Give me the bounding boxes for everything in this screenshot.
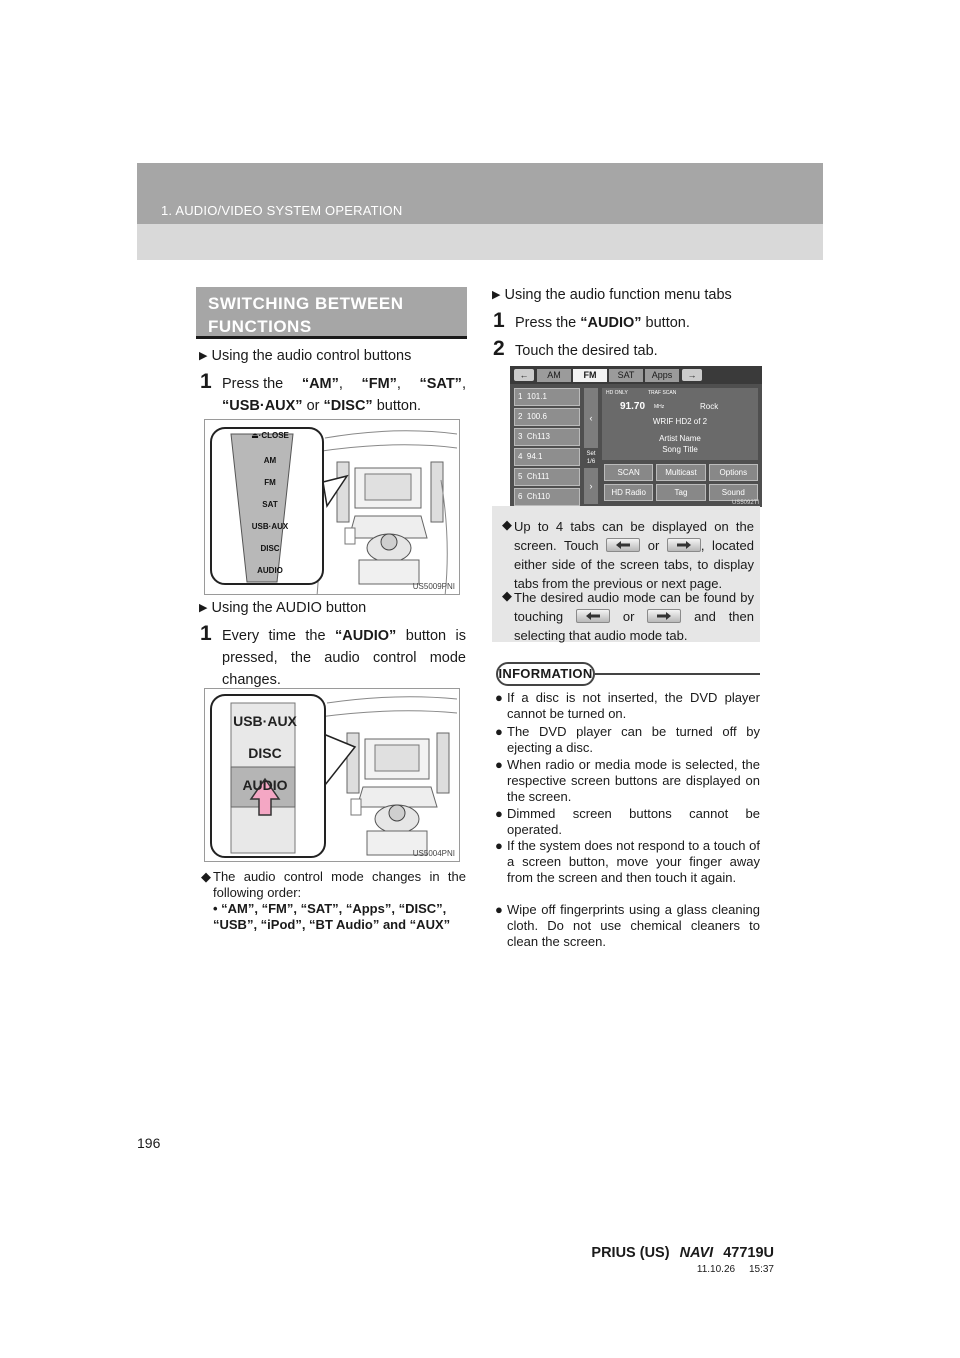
triangle-bullet-icon: ▶ <box>199 350 208 362</box>
note-tabs-display: ◆ Up to 4 tabs can be displayed on the screen. Touch or , located either side of the screen tabs, to display tabs from the previous or next page. <box>502 517 754 591</box>
diamond-bullet-icon: ◆ <box>201 869 211 884</box>
subheading-audio-button: ▶ Using the AUDIO button <box>199 600 367 616</box>
print-date: 11.10.26 15:37 <box>696 1264 774 1275</box>
options-button[interactable]: Options <box>709 464 758 481</box>
tab-notes-box <box>492 506 760 642</box>
step-number: 1 <box>200 622 212 645</box>
prev-tab-button-icon <box>576 609 610 623</box>
info-item: ● Wipe off fingerprints using a glass cleaning cloth. Do not use chemical cleaners to clean the screen. <box>495 902 760 949</box>
step-number: 1 <box>200 370 212 393</box>
circle-bullet-icon: ● <box>495 838 503 853</box>
next-tab-button-icon <box>647 609 681 623</box>
tag-button[interactable]: Tag <box>656 484 705 501</box>
section-title-line2: FUNCTIONS <box>208 317 312 336</box>
dashboard-illustration-2 <box>204 688 460 862</box>
sound-button[interactable]: Sound <box>709 484 758 501</box>
multicast-button[interactable]: Multicast <box>656 464 705 481</box>
information-label: INFORMATION <box>496 662 595 686</box>
am-button-label: AM <box>263 456 277 465</box>
genre-label: Rock <box>700 402 719 411</box>
preset-button[interactable]: 1 101.1 <box>514 388 580 406</box>
fm-button-label: FM <box>264 478 276 487</box>
preset-button[interactable]: 5 Ch111 <box>514 468 580 486</box>
info-rule <box>595 673 760 675</box>
model-code: PRIUS (US) NAVI 47719U <box>591 1245 774 1261</box>
circle-bullet-icon: ● <box>495 757 503 772</box>
step-number: 1 <box>493 309 505 332</box>
preset-page-indicator: Set 1/6 <box>586 451 596 465</box>
triangle-bullet-icon: ▶ <box>199 602 208 614</box>
triangle-bullet-icon: ▶ <box>492 289 501 301</box>
artist-name: Artist Name <box>659 434 701 443</box>
figure-code: US5092TI <box>731 500 759 506</box>
preset-list <box>514 388 580 507</box>
info-item: ● If the system does not respond to a touch of a screen button, move your finger away from the screen and then touch it again. <box>495 838 760 885</box>
step-press-buttons: 1 Press the “AM”, “FM”, “SAT”, “USB·AUX” or “DISC” button. <box>200 370 466 414</box>
station-info-panel <box>602 388 758 460</box>
frequency-readout: 91.70 <box>620 401 646 412</box>
hd-only-indicator: HD ONLY <box>606 390 628 396</box>
step-press-audio: 1 Press the “AUDIO” button. <box>493 309 690 332</box>
tab-fm[interactable]: FM <box>573 369 607 382</box>
frequency-unit: MHz <box>654 404 665 410</box>
step-audio-button: 1 Every time the “AUDIO” button is pressed, the audio control mode changes. <box>200 622 467 688</box>
section-title-line1: SWITCHING BETWEEN <box>208 294 404 313</box>
prev-tab-button-icon <box>606 538 640 552</box>
info-item: ● If a disc is not inserted, the DVD player cannot be turned on. <box>495 690 760 721</box>
info-item: ● Dimmed screen buttons cannot be operated. <box>495 806 760 837</box>
circle-bullet-icon: ● <box>495 902 503 917</box>
chapter-title: 1. AUDIO/VIDEO SYSTEM OPERATION <box>161 203 403 218</box>
preset-button[interactable]: 3 Ch113 <box>514 428 580 446</box>
song-title: Song Title <box>662 445 698 454</box>
subheading-control-buttons: ▶ Using the audio control buttons <box>199 348 412 364</box>
tab-apps[interactable]: Apps <box>645 369 679 382</box>
dashboard-illustration-1 <box>204 419 460 595</box>
usb-aux-button-label: USB·AUX <box>251 522 289 531</box>
circle-bullet-icon: ● <box>495 690 503 705</box>
preset-button[interactable]: 2 100.6 <box>514 408 580 426</box>
subheading-menu-tabs: ▶ Using the audio function menu tabs <box>492 287 732 303</box>
info-item: ● When radio or media mode is selected, the respective screen buttons are displayed on the screen. <box>495 757 760 804</box>
info-item: ● The DVD player can be turned off by ejecting a disc. <box>495 724 760 755</box>
circle-bullet-icon: ● <box>495 806 503 821</box>
diamond-bullet-icon: ◆ <box>502 517 512 532</box>
preset-next-page[interactable]: › <box>584 468 598 504</box>
next-tab-arrow[interactable]: → <box>682 369 702 381</box>
audio-screen-figure <box>510 366 762 507</box>
audio-button-label: AUDIO <box>257 566 283 575</box>
preset-button[interactable]: 6 Ch110 <box>514 488 580 506</box>
usb-aux-button-label: USB·AUX <box>233 713 297 729</box>
disc-button-label: DISC <box>248 745 282 761</box>
figure-code: US5009PNI <box>412 582 455 591</box>
step-number: 2 <box>493 337 505 360</box>
step-touch-tab: 2 Touch the desired tab. <box>493 337 658 360</box>
tab-am[interactable]: AM <box>537 369 571 382</box>
scan-button[interactable]: SCAN <box>604 464 653 481</box>
disc-button-label: DISC <box>260 544 280 553</box>
preset-prev-page[interactable]: ‹ <box>584 388 598 448</box>
audio-button-label: AUDIO <box>242 777 288 793</box>
tab-sat[interactable]: SAT <box>609 369 643 382</box>
hd-radio-button[interactable]: HD Radio <box>604 484 653 501</box>
next-tab-button-icon <box>667 538 701 552</box>
note-find-audio-mode: ◆ The desired audio mode can be found by touching or and then selecting that audio mode tab. <box>502 588 754 643</box>
circle-bullet-icon: ● <box>495 724 503 739</box>
figure-code: US5004PNI <box>412 849 455 858</box>
diamond-bullet-icon: ◆ <box>502 588 512 603</box>
preset-button[interactable]: 4 94.1 <box>514 448 580 466</box>
audio-mode-order-note: ◆ The audio control mode changes in the following order: • “AM”, “FM”, “SAT”, “Apps”, “DISC”, “USB”, “iPod”, “BT Audio” and “AUX” <box>201 869 466 932</box>
close-button-label: ⏏·CLOSE <box>251 431 289 440</box>
traf-scan-indicator: TRAF SCAN <box>648 390 677 396</box>
page-number: 196 <box>137 1135 161 1151</box>
prev-tab-arrow[interactable]: ← <box>514 369 534 381</box>
sat-button-label: SAT <box>262 500 278 509</box>
section-heading <box>196 287 467 339</box>
station-name: WRIF HD2 of 2 <box>652 417 708 426</box>
